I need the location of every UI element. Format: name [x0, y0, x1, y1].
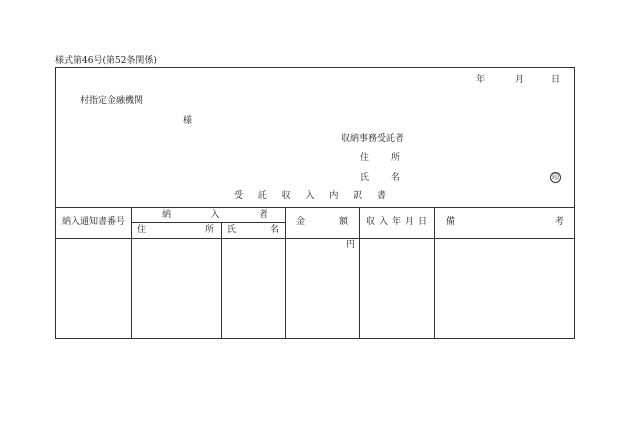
date-day: 日	[551, 75, 561, 85]
table-top-line	[55, 207, 575, 208]
header-payer: 納 入 者	[162, 210, 268, 220]
addressee: 村指定金融機関	[80, 96, 144, 106]
payer-subheader-line	[131, 222, 285, 223]
col-divider-1	[131, 207, 132, 339]
name-label: 氏 名	[360, 173, 400, 183]
header-amount: 金 額	[296, 217, 348, 227]
header-receipt-date: 収 入 年 月 日	[366, 217, 427, 227]
col-divider-5	[434, 207, 435, 339]
amount-unit-yen: 円	[346, 240, 356, 250]
header-remarks: 備 考	[446, 217, 564, 227]
col-divider-4	[359, 207, 360, 339]
col-divider-2	[221, 222, 222, 339]
table-header-bottom-line	[55, 238, 575, 239]
honorific: 様	[183, 116, 193, 126]
seal-mark: 印	[552, 173, 559, 181]
form-title: 受 託 収 入 内 訳 書	[234, 191, 386, 201]
form-number: 様式第46号(第52条関係)	[55, 56, 157, 66]
form-frame	[55, 67, 575, 339]
header-payer-address: 住 所	[137, 225, 214, 235]
header-payer-name: 氏 名	[227, 225, 279, 235]
date-year: 年	[476, 75, 486, 85]
date-month: 月	[515, 75, 525, 85]
agent-title: 収納事務受託者	[341, 134, 405, 144]
header-notice-number: 納入通知書番号	[62, 217, 126, 227]
address-label: 住 所	[360, 153, 400, 163]
col-divider-3	[285, 207, 286, 339]
